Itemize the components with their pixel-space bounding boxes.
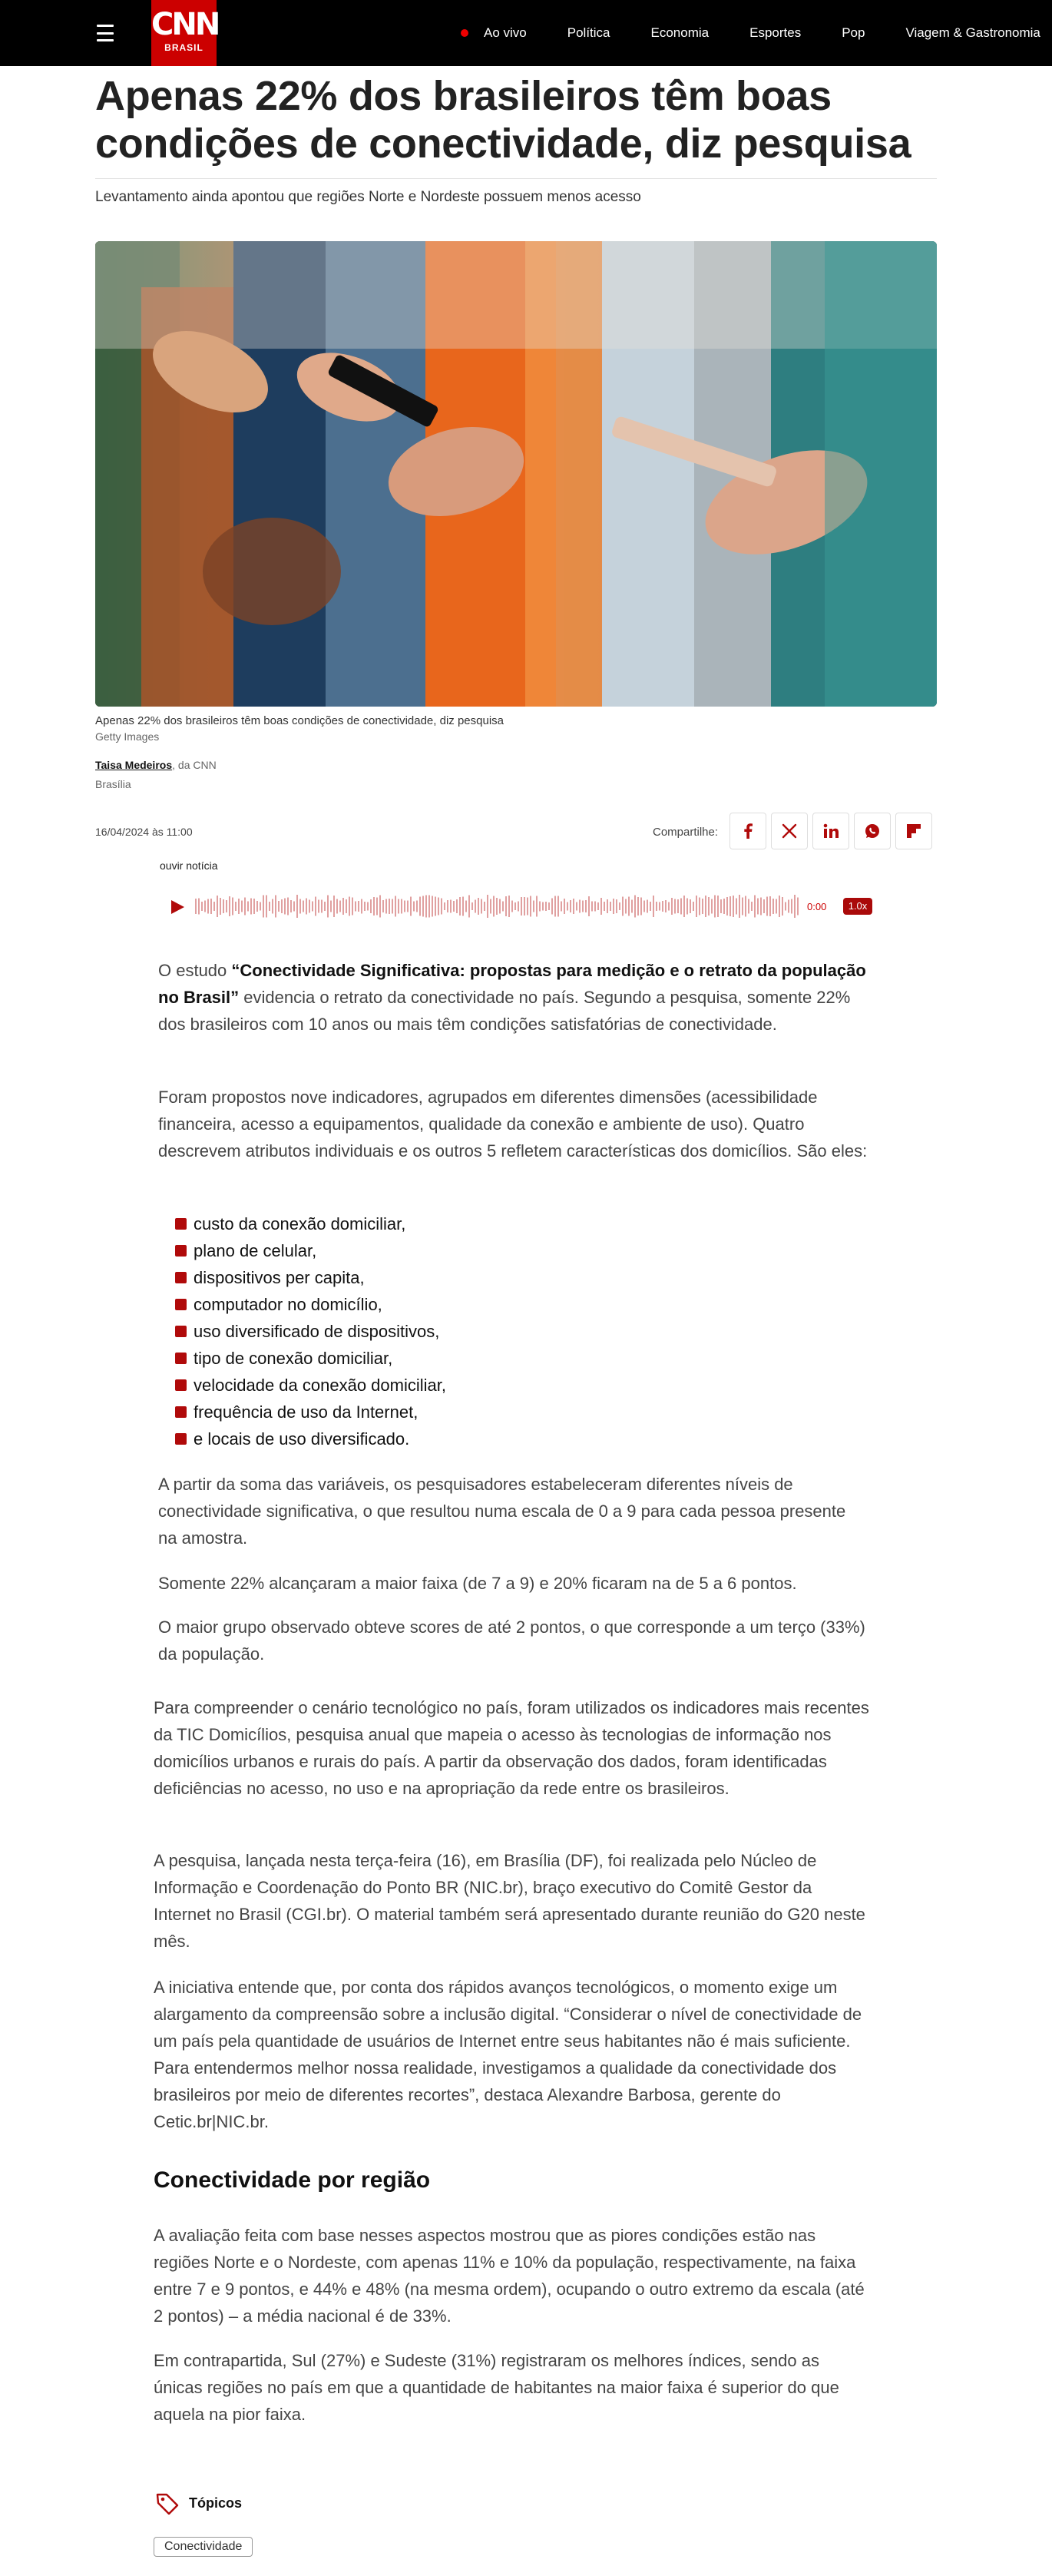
waveform-bar [389,899,390,914]
paragraph-6: Para compreender o cenário tecnológico no país, foram utilizados os indicadores mais recentes da TIC Domicílios, pesquisa anual que mapeia o acesso às tecnologias de informação nos domicílios urbanos e rurais do país. A partir da observação dos dados, foram identificadas deficiências no acesso, no uso e na apropriação da rede entre os brasileiros. [154,1698,869,1798]
waveform-bar [299,899,301,914]
share-flipboard-button[interactable] [895,813,932,849]
share-facebook-button[interactable] [729,813,766,849]
waveform-bar [481,899,482,914]
waveform-bar [579,900,581,913]
list-item-text: velocidade da conexão domiciliar, [194,1376,446,1395]
waveform-bar [327,896,329,918]
bullet-icon [175,1433,187,1445]
waveform-bar [444,902,445,910]
indicators-list [175,1210,446,1452]
nav-item-economia[interactable] [651,25,710,41]
waveform-bar [662,901,663,912]
waveform-bar [643,901,645,912]
waveform-bar [213,902,215,911]
byline [95,759,217,771]
waveform-bar [604,902,605,911]
waveform-bar [385,899,387,914]
waveform-bar [610,902,611,911]
live-dot-icon [461,29,468,37]
waveform-bar [272,899,273,914]
article-headline: Apenas 22% dos brasileiros têm boas condições de conectividade, diz pesquisa [95,73,911,167]
waveform-bar [668,902,670,911]
waveform-bar [625,899,627,914]
waveform-bar [241,901,243,912]
list-item-text: custo da conexão domiciliar, [194,1214,406,1233]
waveform-bar [413,902,415,912]
waveform-bar [628,897,630,916]
paragraph-2: Foram propostos nove indicadores, agrupados em diferentes dimensões (acessibilidade financeira, acesso a equipamentos, qualidade da conexão e ambiente de uso). Quatro descrevem atributos individuais e os outros 5 refletem características dos domicílios. São eles: [158,1088,868,1161]
waveform-bar [772,899,774,914]
waveform-bar [478,898,479,915]
waveform-bar [536,896,538,917]
waveform-bar [736,899,737,915]
waveform-bar [484,902,485,911]
play-icon[interactable] [169,899,186,916]
waveform-bar [564,899,565,914]
waveform-bar [591,902,593,912]
bullet-icon [175,1353,187,1364]
waveform-bar [355,902,356,912]
byline-location: Brasília [95,778,131,790]
waveform-bar [607,899,608,913]
waveform-bar [367,902,369,911]
bullet-icon [175,1218,187,1230]
waveform-bar [518,902,519,912]
facebook-icon [741,823,755,839]
waveform-bar [493,896,495,917]
waveform-bar [198,899,200,915]
waveform-bar [278,901,280,912]
waveform-bar [573,899,574,914]
share-label: Compartilhe: [653,826,719,839]
waveform-bar [447,900,448,912]
waveform-bar [505,896,507,916]
waveform-bar [395,896,396,917]
topics-label: Tópicos [189,2495,243,2511]
waveform-bar [683,896,685,917]
waveform-bar [742,898,743,916]
waveform-bar [542,902,544,911]
waveform-bar [760,898,762,916]
waveform-bar [502,902,504,912]
waveform-bar [312,902,313,912]
waveform-bar [545,902,547,911]
waveform-bar [226,900,227,912]
waveform-bar [204,901,206,912]
waveform-bar [763,899,765,913]
waveform-bar [339,901,341,912]
waveform-bar [717,896,719,917]
waveform-bar [690,899,691,913]
waveform-bar [527,898,528,916]
waveform-bar [475,900,476,913]
waveform-bar [247,902,249,912]
waveform-bar [748,899,749,914]
waveform-bar [570,900,571,912]
listen-news-link[interactable]: ouvir notícia [160,859,218,872]
image-credit: Getty Images [95,730,160,743]
bullet-icon [175,1326,187,1337]
share-linkedin-button[interactable] [812,813,849,849]
waveform-bar [647,900,648,913]
headline-divider [95,178,937,179]
paragraph-9: A avaliação feita com base nesses aspectos mostrou que as piores condições estão nas regiões Norte e o Nordeste, com apenas 11% e 10% da população, respectivamente, na faixa entre 7 e 9 pontos, e 44% e 48% (na mesma ordem), ocupando o outro extremo da escala (até 2 pontos) – a média nacional é de 33%. [154,2226,865,2326]
hamburger-menu-icon[interactable] [86,25,124,41]
waveform-bar [404,901,405,912]
waveform-bar [576,902,577,911]
waveform-bar [296,895,298,918]
waveform-bar [382,900,384,912]
waveform-bar [217,896,218,917]
nav-item-ao-vivo[interactable] [461,25,527,41]
waveform-bar [428,896,430,918]
waveform-bar [287,898,289,916]
waveform-bar [223,899,224,913]
waveform-bar [263,896,264,918]
waveform-bar [373,897,375,916]
waveform-bar [733,896,734,917]
waveform-bar [210,899,212,914]
waveform-bar [324,902,326,911]
paragraph-4: Somente 22% alcançaram a maior faixa (de 7 a 9) e 20% ficaram na de 5 a 6 pontos. [158,1574,797,1593]
paragraph-3: A partir da soma das variáveis, os pesquisadores estabeleceram diferentes níveis de conectividade significativa, o que resultou numa escala de 0 a 9 para cada pessoa presente na amostra. [158,1475,846,1548]
waveform-bar [508,896,510,917]
waveform-bar [548,902,550,910]
tag-icon [155,2492,180,2515]
waveform-bar [788,900,789,913]
waveform-bar [729,896,731,916]
waveform-bar [266,896,267,918]
waveform-bar [631,900,633,913]
waveform-bar [769,896,771,916]
whatsapp-icon [864,823,881,839]
waveform-bar [284,899,286,915]
waveform-bar [656,902,657,911]
waveform-bar [594,902,596,912]
waveform-bar [613,899,614,914]
bullet-icon [175,1245,187,1257]
list-item-text: e locais de uso diversificado. [194,1429,410,1449]
waveform-bar [422,896,424,917]
waveform-bar [346,899,347,913]
section-heading: Conectividade por região [154,2167,431,2193]
waveform-bar [754,896,756,918]
waveform-bar [582,901,584,912]
waveform-bar [465,901,467,912]
list-item [175,1264,446,1291]
waveform-bar [567,902,568,911]
waveform-bar [275,896,276,918]
waveform-bar [269,902,270,911]
waveform-bar [407,901,409,912]
waveform-bar [361,899,362,914]
waveform-bar [619,902,620,910]
nav-label: Esportes [749,25,802,40]
waveform-bar [290,900,292,912]
waveform-bar [696,896,697,917]
waveform-bar [588,896,590,916]
paragraph-8: A iniciativa entende que, por conta dos rápidos avanços tecnológicos, o momento exige um alargamento da compreensão sobre a inclusão digital. “Considerar o nível de conectividade de um país pela quantidade de usuários de Internet entre seus habitantes não é mais suficiente. Para entendermos melhor nossa realidade, investigamos a qualidade da conectividade dos brasileiros por meio de diferentes recortes”, destaca Alexandre Barbosa, gerente do Cetic.br|NIC.br. [154,1978,862,2131]
waveform-bar [634,896,636,918]
share-x-button[interactable] [771,813,808,849]
waveform-bar [705,896,706,917]
audio-player [160,891,874,922]
waveform-bar [260,902,261,911]
image-caption: Apenas 22% dos brasileiros têm boas condições de conectividade, diz pesquisa [95,714,504,727]
cnn-brasil-logo[interactable] [151,0,217,66]
waveform-bar [281,899,283,913]
list-item-text: uso diversificado de dispositivos, [194,1322,440,1341]
waveform-bar [665,900,667,912]
waveform-bar [201,902,203,911]
list-item [175,1318,446,1345]
share-whatsapp-button[interactable] [854,813,891,849]
nav-item-pop[interactable] [842,25,865,41]
waveform-bar [398,899,399,914]
waveform-bar [330,901,332,912]
waveform-bar [352,898,353,916]
list-item-text: dispositivos per capita, [194,1268,365,1287]
x-icon [782,823,797,839]
article-subtitle: Levantamento ainda apontou que regiões Norte e Nordeste possuem menos acesso [95,189,641,205]
waveform-bar [511,901,513,912]
waveform-bar [677,899,679,913]
top-navigation-bar [0,0,1052,66]
waveform-bar [585,900,587,912]
waveform-bar [785,902,786,911]
waveform-bar [533,901,534,912]
author-link[interactable]: Taisa Medeiros [95,759,173,771]
list-item [175,1425,446,1452]
list-item [175,1399,446,1425]
waveform-bar [306,899,307,915]
waveform-bar [699,898,700,916]
waveform-bar [450,900,452,913]
audio-time: 0:00 [807,901,827,912]
paragraph-text: evidencia o retrato da conectividade no país. Segundo a pesquisa, somente 22% dos brasileiros com 10 anos ou mais têm condições satisfatórias de conectividade. [158,988,851,1034]
logo-text: CNN [151,7,219,42]
waveform-bar [726,897,728,916]
waveform-bar [303,901,304,912]
waveform-bar [674,899,676,914]
paragraph-5: O maior grupo observado obteve scores de até 2 pontos, o que corresponde a um terço (33%) da população. [158,1617,865,1664]
waveform-bar [557,896,559,917]
waveform-bar [686,899,688,915]
paragraph-10: Em contrapartida, Sul (27%) e Sudeste (31%) registraram os melhores índices, sendo as únicas regiões no país em que a quantidade de habitantes na maior faixa é superior do que aquela na pior faixa. [154,2351,839,2424]
waveform-bar [702,899,703,914]
waveform-bar [739,895,740,918]
bullet-icon [175,1406,187,1418]
waveform-bar [693,902,694,911]
list-item [175,1237,446,1264]
topics-header [155,2492,242,2515]
waveform-bar [453,901,455,912]
list-item-text: computador no domicílio, [194,1295,382,1314]
hero-image-illustration [95,241,937,707]
waveform-bar [653,896,654,917]
hero-image [95,241,937,707]
waveform-bar [419,897,421,916]
nav-label: Viagem & Gastronomia [905,25,1040,40]
nav-item-politica[interactable] [567,25,610,41]
waveform-bar [321,900,323,913]
waveform-bar [333,896,335,917]
waveform-bar [757,899,759,915]
waveform-bar [622,897,624,916]
waveform-bar [766,897,768,916]
waveform-bar [376,898,378,916]
waveform-bar [524,897,525,916]
waveform-bar [797,898,799,916]
waveform-bar [794,895,796,918]
waveform-bar [711,899,713,914]
waveform-bar [293,902,295,912]
list-item [175,1372,446,1399]
main-nav [461,0,1040,66]
waveform-bar [250,899,252,915]
waveform-bar [745,896,746,917]
waveform-bar [708,897,710,916]
waveform-bar [723,899,725,914]
list-item-text: frequência de uso da Internet, [194,1402,418,1422]
nav-label: Pop [842,25,865,40]
waveform-bar [539,902,541,912]
paragraph-text: O estudo [158,961,232,980]
list-item-text: tipo de conexão domiciliar, [194,1349,393,1368]
waveform-bar [410,897,412,916]
waveform-bar [650,902,651,911]
waveform-bar [659,902,660,911]
waveform-bar [379,896,381,918]
waveform-bar [554,896,556,917]
waveform-bar [358,901,359,912]
waveform-bar [309,900,310,913]
playback-speed-button[interactable]: 1.0x [843,898,872,915]
waveform-bar [370,899,372,913]
list-item [175,1291,446,1318]
waveform-bar [487,895,488,918]
waveform-bar [456,899,458,913]
waveform-bar [253,899,255,914]
waveform-bar [490,899,491,914]
waveform-bar [600,898,602,915]
waveform-bar [640,898,642,916]
waveform-bar [671,898,673,915]
waveform-bar [244,898,246,916]
waveform-bar [680,899,682,915]
nav-label: Ao vivo [484,25,527,40]
waveform-bar [195,899,197,914]
bullet-icon [175,1272,187,1283]
waveform-bar [318,900,319,913]
logo-subtext: BRASIL [164,42,203,53]
waveform-bar [441,899,442,915]
waveform-bar [779,896,780,917]
waveform-bar [468,896,470,918]
waveform-bar [496,898,498,915]
waveform-bar [256,901,258,912]
waveform-bar [432,896,433,917]
flipboard-icon [905,823,922,839]
waveform-bar [720,899,722,913]
waveform-bar [751,902,753,911]
bullet-icon [175,1299,187,1310]
waveform-bar [561,902,562,912]
waveform-bar [336,899,338,914]
waveform-bar [459,897,461,916]
waveform-bar [425,896,427,918]
waveform-bar [401,899,402,914]
waveform-bar [229,896,230,916]
waveform-bar [462,897,464,916]
nav-label: Economia [650,25,710,40]
study-title: “Conectividade Significativa: propostas para medição e o retrato da população no Brasil” [158,961,866,1007]
waveform-bar [776,899,777,914]
waveform-bar [315,897,316,916]
waveform-bar [232,898,233,916]
publish-date: 16/04/2024 às 11:00 [95,826,193,838]
waveform-bar [238,899,240,914]
waveform-bar [616,899,617,913]
waveform-bar [392,899,393,914]
list-item-text: plano de celular, [194,1241,317,1260]
waveform-bar [235,902,237,911]
waveform-bar [438,898,439,916]
bullet-icon [175,1379,187,1391]
waveform-bar [364,902,366,911]
paragraph-7: A pesquisa, lançada nesta terça-feira (16), em Brasília (DF), foi realizada pelo Núcleo de Informação e Coordenação do Ponto BR (NIC.br), braço executivo do Comitê Gestor da Internet no Brasil (CGI.br). O material também será apresentado durante reunião do G20 neste mês. [154,1851,865,1951]
waveform-bar [435,897,436,916]
waveform-bar [637,897,639,916]
paragraph-1 [158,957,880,1038]
waveform-bar [521,897,522,916]
nav-item-viagem-gastronomia[interactable] [905,25,1040,41]
waveform-bar [207,899,209,914]
topic-tag-conectividade[interactable]: Conectividade [154,2537,253,2557]
nav-label: Política [567,25,610,40]
waveform-bar [782,897,783,916]
waveform-bar [416,901,418,912]
waveform-bar [597,902,599,910]
waveform-bar [791,899,792,914]
waveform-bar [530,896,531,917]
waveform-bar [714,896,716,918]
linkedin-icon [822,823,839,839]
waveform-bar [551,899,553,915]
waveform-bar [349,897,350,916]
waveform-bar [220,898,221,915]
waveform-bar [342,898,344,915]
waveform-bar [499,899,501,914]
waveform-bar [471,902,473,910]
waveform-bar [514,902,516,910]
nav-item-esportes[interactable] [749,25,801,41]
audio-waveform[interactable] [195,894,802,919]
list-item [175,1210,446,1237]
byline-suffix: , da CNN [172,759,217,771]
list-item [175,1345,446,1372]
